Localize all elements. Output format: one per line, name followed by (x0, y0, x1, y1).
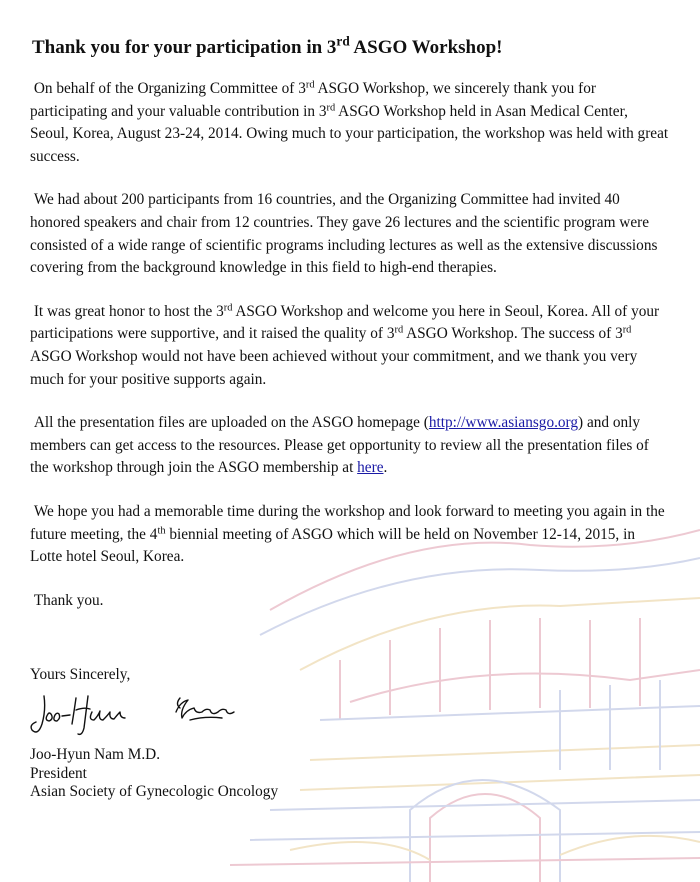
p4-text-a: All the presentation files are uploaded on the ASGO homepage ( (33, 414, 429, 432)
p1-text-a: On behalf of the Organizing Committee of 3 (33, 80, 306, 97)
p6-text: Thank you. (33, 591, 104, 609)
p1-sup-b: rd (326, 101, 336, 113)
paragraph-thanks (30, 78, 670, 168)
signer-name: Joo-Hyun Nam M.D. (30, 746, 161, 764)
paragraph-participants (30, 189, 670, 279)
paragraph-thank-you (30, 590, 670, 613)
p5-text-a: We hope you had a memorable time during the workshop and look forward to meeting you again in the future meeting, the 4 (30, 502, 665, 543)
paragraph-presentations (30, 412, 670, 480)
title-sup: rd (336, 33, 350, 49)
p3-text-b: ASGO Workshop and welcome you here in Seoul, Korea. All of your participations were supportive, and it raised the quality of 3 (30, 302, 660, 343)
signer-block (30, 746, 670, 802)
signer-organization: Asian Society of Gynecologic Oncology (30, 783, 279, 801)
letter-body (30, 0, 670, 802)
signer-role: President (30, 764, 87, 782)
p3-text-d: ASGO Workshop would not have been achieved without your commitment, and we thank you very much for your positive supports again. (30, 347, 638, 388)
p2-text: We had about 200 participants from 16 countries, and the Organizing Committee had invited 40 honored speakers and chair from 12 countries. They gave 26 lectures and the scientific program were consisted of a wide range of scientific programs including lectures as well as the extensive discussions covering from the background knowledge in this field to high-end therapies. (30, 191, 658, 277)
letter-title (32, 33, 670, 60)
p3-sup-a: rd (223, 302, 233, 314)
p3-sup-b: rd (394, 324, 404, 336)
p4-text-c: . (383, 459, 388, 477)
p1-text-c: ASGO Workshop held in Asan Medical Center, Seoul, Korea, August 23-24, 2014. Owing much to your participation, the workshop was held with great success. (30, 102, 669, 165)
asgo-homepage-link[interactable]: http://www.asiansgo.org (428, 414, 579, 432)
p5-sup-a: th (157, 524, 166, 536)
p1-text-b: ASGO Workshop, we sincerely thank you for participating and your valuable contribution in 3 (30, 80, 596, 120)
paragraph-next-meeting (30, 501, 670, 569)
p3-sup-c: rd (622, 324, 632, 336)
title-text: Thank you for your participation in 3 (32, 37, 337, 58)
handwritten-signature (30, 690, 250, 740)
p1-sup-a: rd (305, 79, 315, 91)
title-text-end: ASGO Workshop! (349, 37, 503, 58)
closing-line: Yours Sincerely, (30, 666, 131, 684)
membership-here-link[interactable]: here (357, 459, 384, 477)
p3-text-a: It was great honor to host the 3 (33, 302, 224, 320)
p4-text-b: ) and only members can get access to the resources. Please get opportunity to review all the presentation files of the workshop through join the ASGO membership at (30, 414, 649, 477)
p5-text-b: biennial meeting of ASGO which will be held on November 12-14, 2015, in Lotte hotel Seoul, Korea. (30, 525, 635, 566)
paragraph-honor (30, 301, 670, 391)
p3-text-c: ASGO Workshop. The success of 3 (403, 325, 623, 343)
